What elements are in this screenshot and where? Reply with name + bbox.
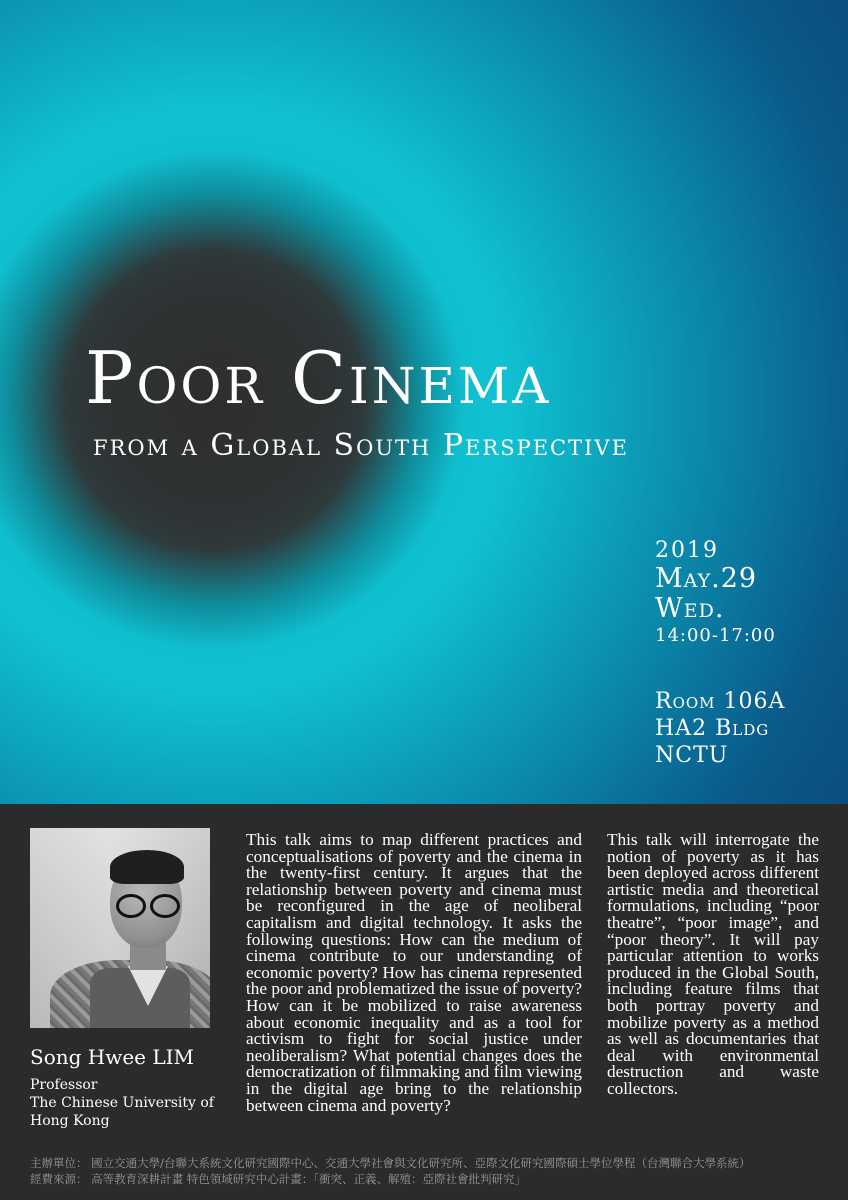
event-date: May.29 (655, 563, 758, 594)
event-year: 2019 (655, 538, 719, 563)
speaker-role (30, 1076, 230, 1130)
poster-subtitle: from a Global South Perspective (93, 428, 629, 463)
footer-organizers: 主辦單位： 國立交通大學/台聯大系統文化研究國際中心、交通大學社會與文化研究所、亞際文化研究國際碩士學位學程（台灣聯合大學系統） (30, 1156, 751, 1170)
venue-building: HA2 Bldg (655, 716, 770, 741)
event-time: 14:00-17:00 (655, 625, 776, 646)
footer-credits (30, 1155, 840, 1187)
footer-funding: 經費來源： 高等教育深耕計畫 特色領域研究中心計畫：「衝突、正義、解殖：亞際社會批判研究」 (30, 1172, 527, 1186)
event-venue (655, 688, 785, 769)
details-panel (0, 804, 848, 1200)
venue-university: NCTU (655, 743, 729, 768)
event-weekday: Wed. (655, 593, 725, 624)
speaker-affiliation: The Chinese University of Hong Kong (30, 1095, 214, 1129)
speaker-title: Professor (30, 1077, 98, 1093)
event-info (655, 538, 785, 769)
speaker-name: Song Hwee LIM (30, 1045, 195, 1069)
venue-room: Room 106A (655, 689, 786, 714)
abstract-column-1: This talk aims to map different practices and conceptualisations of poverty and the cinema in the twenty-first century. It argues that the relationship between poverty and cinema must be reconfigured in the age of neoliberal capitalism and digital technology. It asks the following questions: How can the medium of cinema contribute to our understanding of economic poverty? How has cinema represented the poor and problematized the issue of poverty? How can it be mobilized to raise awareness about economic inequality and as a tool for activism to fight for social justice under neoliberalism? What potential changes does the democratization of filmmaking and film viewing in the digital age bring to the relationship between cinema and poverty? (246, 830, 582, 1115)
speaker-photo (30, 828, 210, 1028)
poster-title: Poor Cinema (85, 336, 552, 420)
abstract-column-2: This talk will interrogate the notion of poverty as it has been deployed across different artistic media and theoretical formulations, including “poor theatre”, “poor image”, and “poor theory”. It will pay particular attention to works produced in the Global South, including feature films that both portray poverty and mobilize poverty as a method as well as documentaries that deal with environmental destruction and waste collectors. (607, 830, 819, 1098)
